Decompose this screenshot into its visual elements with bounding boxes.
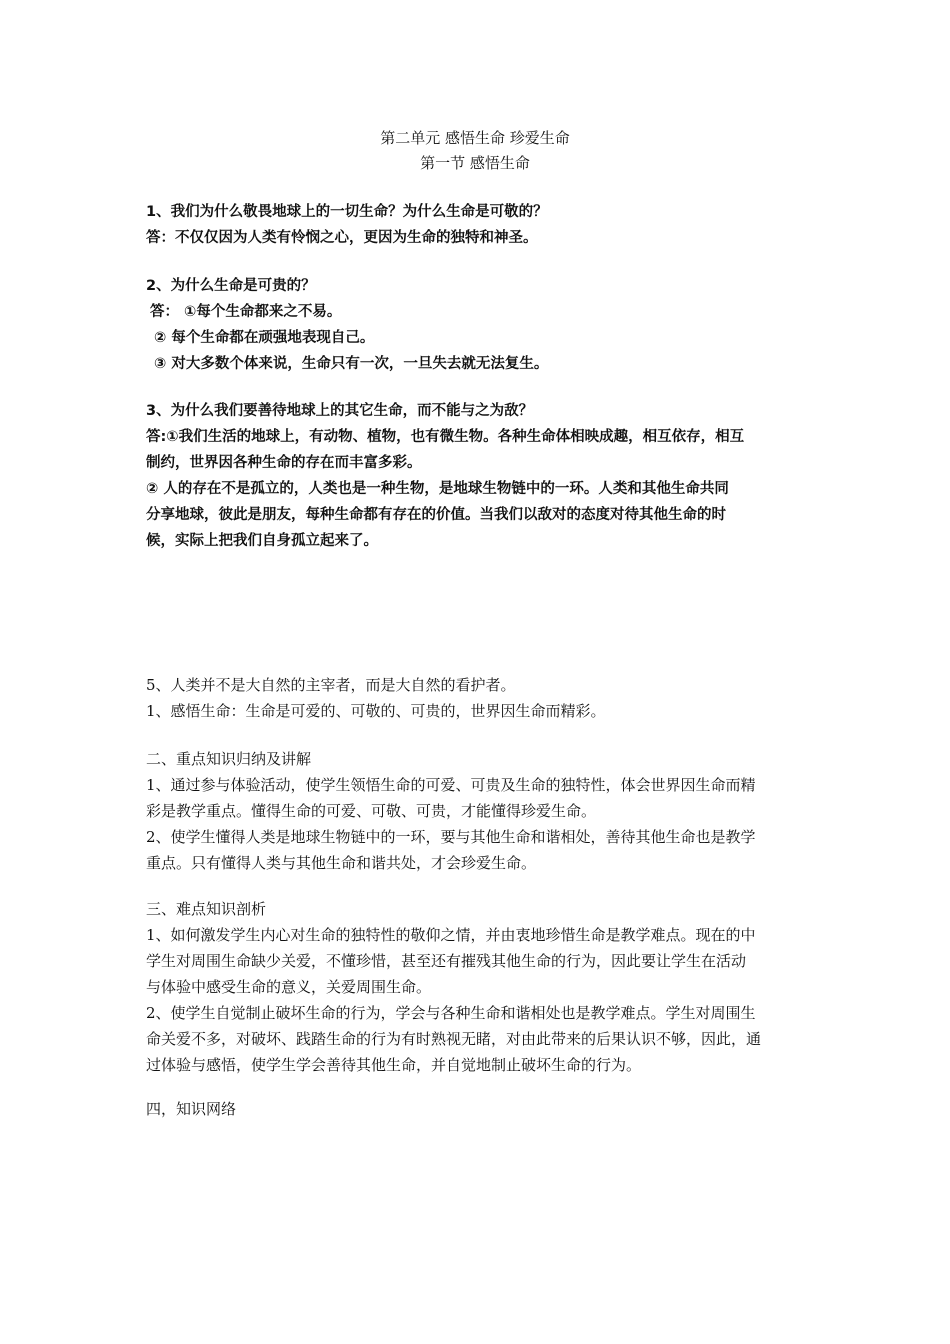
point-1: 1、感悟生命：生命是可爱的、可敬的、可贵的，世界因生命而精彩。 <box>146 702 606 720</box>
section-3-line: 命关爱不多，对破坏、践踏生命的行为有时熟视无睹，对由此带来的后果认识不够，因此，通 <box>146 1030 762 1048</box>
answer-3-line: ② 人的存在不是孤立的，人类也是一种生物，是地球生物链中的一环。人类和其他生命共同 <box>146 481 729 497</box>
answer-2-item: ② 每个生命都在顽强地表现自己。 <box>154 330 375 346</box>
section-2-line: 重点。只有懂得人类与其他生命和谐共处，才会珍爱生命。 <box>146 854 537 872</box>
question-2-text: 2、为什么生命是可贵的？ <box>146 278 316 294</box>
section-3-heading: 三、难点知识剖析 <box>146 900 267 918</box>
answer-2-item: 答： ①每个生命都来之不易。 <box>150 304 342 320</box>
section-difficulties <box>146 896 808 1078</box>
section-2-line: 彩是教学重点。懂得生命的可爱、可敬、可贵，才能懂得珍爱生命。 <box>146 802 597 820</box>
question-3 <box>146 398 808 554</box>
answer-3-line: 制约，世界因各种生命的存在而丰富多彩。 <box>146 455 422 471</box>
answer-3-line: 分享地球，彼此是朋友，每种生命都有存在的价值。当我们以敌对的态度对待其他生命的时 <box>146 507 726 523</box>
answer-2-item: ③ 对大多数个体来说，生命只有一次，一旦失去就无法复生。 <box>154 356 549 372</box>
summary-points <box>146 672 808 724</box>
answer-1-text: 答：不仅仅因为人类有怜悯之心，更因为生命的独特和神圣。 <box>146 230 538 246</box>
section-title: 第一节 感悟生命 <box>420 154 530 172</box>
section-3-line: 与体验中感受生命的意义，关爱周围生命。 <box>146 978 432 996</box>
section-3-line: 1、如何激发学生内心对生命的独特性的敬仰之情，并由衷地珍惜生命是教学难点。现在的中 <box>146 926 756 944</box>
section-4-heading: 四，知识网络 <box>146 1100 237 1118</box>
point-5: 5、人类并不是大自然的主宰者，而是大自然的看护者。 <box>146 676 516 694</box>
section-3-line: 2、使学生自觉制止破坏生命的行为，学会与各种生命和谐相处也是教学难点。学生对周围生 <box>146 1004 756 1022</box>
section-knowledge-network <box>146 1096 808 1122</box>
answer-3-line: 答:①我们生活的地球上，有动物、植物，也有微生物。各种生命体相映成趣，相互依存，相互 <box>146 429 745 445</box>
question-1 <box>146 199 808 251</box>
section-2-heading: 二、重点知识归纳及讲解 <box>146 750 312 768</box>
answer-3-line: 候，实际上把我们自身孤立起来了。 <box>146 533 378 549</box>
question-2 <box>146 273 808 377</box>
section-3-line: 过体验与感悟，使学生学会善待其他生命，并自觉地制止破坏生命的行为。 <box>146 1056 642 1074</box>
section-2-line: 1、通过参与体验活动，使学生领悟生命的可爱、可贵及生命的独特性，体会世界因生命而精 <box>146 776 756 794</box>
section-3-line: 学生对周围生命缺少关爱，不懂珍惜，甚至还有摧残其他生命的行为，因此要让学生在活动 <box>146 952 747 970</box>
section-2-line: 2、使学生懂得人类是地球生物链中的一环，要与其他生命和谐相处，善待其他生命也是教学 <box>146 828 756 846</box>
section-key-points <box>146 746 808 876</box>
question-1-text: 1、我们为什么敬畏地球上的一切生命？为什么生命是可敬的？ <box>146 204 548 220</box>
unit-title: 第二单元 感悟生命 珍爱生命 <box>380 129 570 147</box>
question-3-text: 3、为什么我们要善待地球上的其它生命，而不能与之为敌？ <box>146 403 534 419</box>
